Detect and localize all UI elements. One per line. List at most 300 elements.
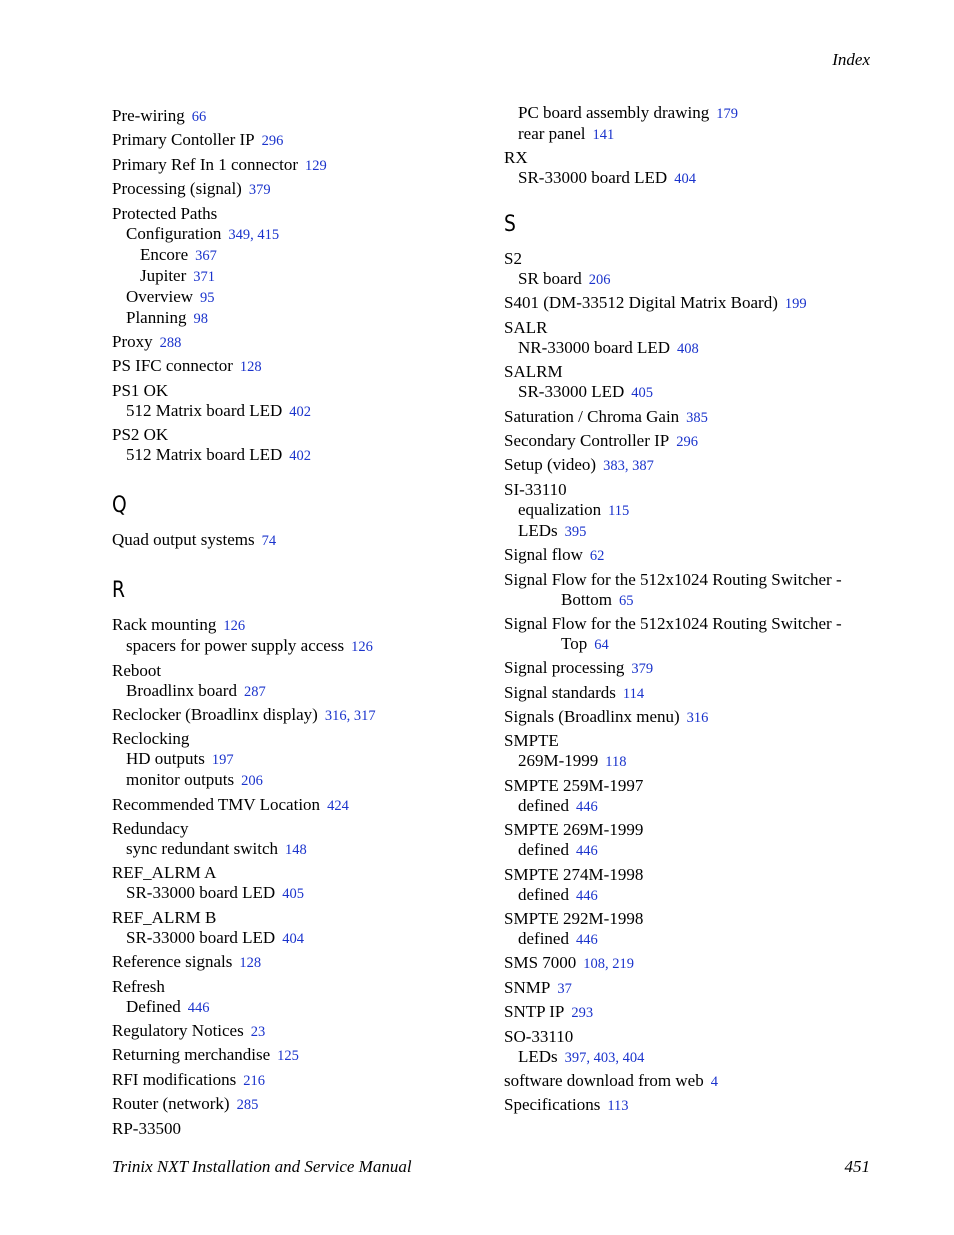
index-entry <box>112 204 492 224</box>
entry-term: S401 (DM-33512 Digital Matrix Board) <box>504 293 778 313</box>
entry-term: Defined <box>126 996 181 1016</box>
entry-term: LEDs <box>518 520 558 540</box>
page-link[interactable]: 197 <box>211 752 234 769</box>
entry-term: Reclocker (Broadlinx display) <box>112 704 318 724</box>
entry-term-continuation <box>504 590 884 611</box>
entry-term: S2 <box>504 249 522 268</box>
entry-term: spacers for power supply access <box>126 636 345 656</box>
index-entry <box>112 155 492 176</box>
page-refs <box>576 799 598 815</box>
index-entry <box>112 106 492 127</box>
entry-term: RX <box>504 148 528 167</box>
entry-term: Signal flow <box>504 545 583 565</box>
entry-term: Primary Ref In 1 connector <box>112 154 298 174</box>
entry-term: SR-33000 LED <box>518 382 625 402</box>
footer-manual-title: Trinix NXT Installation and Service Manual <box>112 1157 412 1176</box>
index-subentry <box>112 770 492 791</box>
page-refs <box>557 981 572 997</box>
page-link[interactable]: 397 <box>564 1049 587 1066</box>
entry-term: Processing (signal) <box>112 179 242 199</box>
index-entry <box>504 570 884 611</box>
page-link[interactable]: 405 <box>282 886 304 903</box>
page-refs <box>594 637 609 653</box>
page-refs <box>686 410 708 426</box>
page-link[interactable]: 402 <box>289 448 312 465</box>
entry-term: LEDs <box>518 1046 558 1066</box>
entry-term: SMPTE 274M-1998 <box>504 864 644 884</box>
index-entry <box>112 356 492 377</box>
page-refs <box>200 290 215 306</box>
entry-term: Rack mounting <box>112 615 217 635</box>
page-link[interactable]: 379 <box>631 661 654 678</box>
index-entry <box>504 407 884 428</box>
page-refs <box>289 448 311 464</box>
page-separator: , <box>586 1049 594 1066</box>
index-entry <box>504 909 884 929</box>
page-refs <box>188 1000 210 1016</box>
page-refs <box>623 686 644 702</box>
entry-term: SALR <box>504 317 548 337</box>
entry-term: sync redundant switch <box>126 839 279 859</box>
entry-term: PS IFC connector <box>112 356 233 376</box>
entry-term: Reboot <box>112 660 162 680</box>
index-entry <box>504 148 884 168</box>
index-subentry <box>504 840 884 861</box>
index-entry <box>112 1119 492 1139</box>
page-link[interactable]: 285 <box>236 1097 259 1114</box>
page-refs <box>571 1005 593 1021</box>
page-link[interactable]: 424 <box>327 797 349 814</box>
page-link[interactable]: 98 <box>193 310 208 327</box>
index-entry <box>112 795 492 816</box>
entry-term: defined <box>518 884 569 904</box>
index-entry <box>504 731 884 751</box>
page-refs <box>237 1097 259 1113</box>
page-refs <box>243 1073 265 1089</box>
page-refs <box>631 385 653 401</box>
entry-term: Reference signals <box>112 952 233 972</box>
page-link[interactable]: 65 <box>619 592 634 609</box>
page-link[interactable]: 317 <box>353 707 376 724</box>
page-refs <box>603 458 654 474</box>
index-subentry <box>504 1047 884 1068</box>
index-subentry <box>112 883 492 904</box>
entry-term: PS2 OK <box>112 425 169 445</box>
entry-term: RP-33500 <box>112 1118 181 1138</box>
entry-term: equalization <box>518 499 602 519</box>
page-link[interactable]: 446 <box>575 932 598 949</box>
entry-term: Saturation / Chroma Gain <box>504 406 680 426</box>
page-refs <box>677 341 699 357</box>
entry-term: Overview <box>126 286 194 306</box>
page-link[interactable]: 404 <box>282 930 304 947</box>
page-refs <box>285 842 307 858</box>
index-entry <box>504 1095 884 1116</box>
entry-term: RFI modifications <box>112 1069 237 1089</box>
page-link[interactable]: 113 <box>607 1098 629 1115</box>
index-subentry <box>112 997 492 1018</box>
page-link[interactable]: 316 <box>686 710 709 727</box>
page-link[interactable]: 349 <box>228 226 251 243</box>
page-link[interactable]: 206 <box>241 773 263 790</box>
entry-term: Broadlinx board <box>126 680 237 700</box>
entry-term: Jupiter <box>140 265 187 285</box>
section-letter-q: Q <box>112 493 127 519</box>
entry-term: defined <box>518 840 569 860</box>
entry-term: Signals (Broadlinx menu) <box>504 707 680 727</box>
index-entry <box>504 249 884 269</box>
entry-term: defined <box>518 795 569 815</box>
index-column-left <box>112 106 492 1142</box>
page-link[interactable]: 404 <box>674 171 696 187</box>
index-subentry <box>112 445 492 466</box>
page-refs <box>785 296 807 312</box>
index-subentry <box>504 168 884 189</box>
page-link[interactable]: 23 <box>250 1024 266 1041</box>
page-link[interactable]: 385 <box>686 409 708 426</box>
page-refs <box>160 335 182 351</box>
page-link[interactable]: 4 <box>710 1073 718 1090</box>
index-subentry <box>504 521 884 542</box>
index-entry <box>504 614 884 655</box>
index-entry <box>504 683 884 704</box>
index-entry <box>112 179 492 200</box>
page-refs <box>576 888 598 904</box>
page-link[interactable]: 408 <box>677 340 699 357</box>
index-entry <box>112 1021 492 1042</box>
page-refs <box>590 548 605 564</box>
entry-term: SR-33000 board LED <box>518 168 668 187</box>
index-subentry <box>504 885 884 906</box>
footer-page-number: 451 <box>844 1157 870 1176</box>
entry-term: PC board assembly drawing <box>518 102 710 122</box>
index-subentry <box>504 751 884 772</box>
page-separator: , <box>346 707 354 724</box>
entry-term: Router (network) <box>112 1094 230 1114</box>
page-refs <box>583 956 634 972</box>
entry-term: Specifications <box>504 1095 601 1115</box>
index-entry <box>504 318 884 338</box>
index-entry <box>504 293 884 314</box>
entry-term: defined <box>518 929 569 949</box>
page-link[interactable]: 293 <box>571 1005 594 1022</box>
entry-term: SR board <box>518 269 582 288</box>
entry-term: SNMP <box>504 977 551 997</box>
index-entry <box>504 1071 884 1092</box>
page-refs <box>325 708 376 724</box>
entry-term: Recommended TMV Location <box>112 794 321 814</box>
page-link[interactable]: 95 <box>200 289 215 306</box>
page-link[interactable]: 296 <box>676 433 698 450</box>
index-entry <box>112 615 492 636</box>
page-refs <box>228 227 279 243</box>
entry-term: SMPTE 292M-1998 <box>504 909 644 929</box>
entry-term: Returning merchandise <box>112 1045 271 1065</box>
entry-term-continuation <box>504 634 884 655</box>
entry-term: Proxy <box>112 331 153 351</box>
page-link[interactable]: 128 <box>239 955 262 972</box>
entry-term: REF_ALRM A <box>112 863 217 883</box>
index-subentry <box>112 266 492 287</box>
index-subentry <box>112 681 492 702</box>
index-subentry <box>112 401 492 422</box>
index-entry <box>112 425 492 445</box>
index-entry <box>504 658 884 679</box>
page-link[interactable]: 141 <box>592 126 615 143</box>
index-entry <box>112 729 492 749</box>
page-link[interactable]: 129 <box>305 157 327 174</box>
entry-term: SMPTE 269M-1999 <box>504 820 644 840</box>
page-refs <box>327 798 349 814</box>
entry-term: Secondary Controller IP <box>504 430 670 450</box>
page-link[interactable]: 446 <box>575 843 598 860</box>
page-link[interactable]: 37 <box>557 980 572 997</box>
section-letter-s: S <box>504 212 516 237</box>
index-entry <box>504 362 884 382</box>
page-refs <box>565 524 587 540</box>
entry-term: Signal Flow for the 512x1024 Routing Switcher - <box>504 569 842 589</box>
page-refs <box>262 133 284 149</box>
index-subentry <box>112 749 492 770</box>
index-entry <box>504 978 884 999</box>
index-entry <box>112 977 492 997</box>
page-refs <box>195 248 217 264</box>
entry-term: Primary Contoller IP <box>112 130 255 150</box>
page-refs <box>223 618 245 634</box>
index-column-right <box>504 102 884 1120</box>
page-link[interactable]: 126 <box>351 639 373 656</box>
index-subentry <box>504 500 884 521</box>
index-entry <box>112 705 492 726</box>
page-refs <box>605 754 626 770</box>
index-subentry <box>504 338 884 359</box>
page-refs <box>282 931 304 947</box>
entry-term: PS1 OK <box>112 380 169 400</box>
page-refs <box>576 843 598 859</box>
index-subentry <box>504 796 884 817</box>
index-entry <box>504 1027 884 1047</box>
index-entry <box>112 1094 492 1115</box>
entry-term: Signal processing <box>504 658 625 678</box>
page-link[interactable]: 206 <box>588 272 611 288</box>
page-link[interactable]: 415 <box>257 226 280 243</box>
entry-term: SMS 7000 <box>504 953 577 973</box>
entry-term: SR-33000 board LED <box>126 883 276 903</box>
page-refs <box>592 127 614 143</box>
page-refs <box>674 171 696 187</box>
entry-term: SR-33000 board LED <box>126 927 276 947</box>
page-refs <box>305 158 327 174</box>
page-refs <box>193 311 208 327</box>
page-link[interactable]: 288 <box>159 334 182 351</box>
page-link[interactable]: 126 <box>223 618 246 635</box>
page-link[interactable]: 395 <box>564 523 587 540</box>
page-link[interactable]: 115 <box>608 502 630 519</box>
page-link[interactable]: 74 <box>261 533 277 550</box>
index-entry <box>112 530 492 551</box>
index-entry <box>504 820 884 840</box>
entry-term: Setup (video) <box>504 455 597 475</box>
page-link[interactable]: 296 <box>261 133 284 150</box>
entry-term: Planning <box>126 307 187 327</box>
entry-term: rear panel <box>518 123 586 143</box>
page-link[interactable]: 148 <box>285 842 307 859</box>
index-entry <box>504 455 884 476</box>
index-subentry <box>504 382 884 403</box>
entry-term: software download from web <box>504 1070 704 1090</box>
page-refs <box>251 1024 266 1040</box>
entry-term: Redundacy <box>112 819 189 839</box>
entry-term: Refresh <box>112 976 165 996</box>
index-subentry <box>112 287 492 308</box>
index-subentry <box>112 308 492 329</box>
entry-term: Quad output systems <box>112 530 255 550</box>
index-entry <box>504 865 884 885</box>
page-link[interactable]: 125 <box>277 1048 299 1065</box>
entry-term: Protected Paths <box>112 203 218 223</box>
index-entry <box>112 661 492 681</box>
index-subentry <box>504 124 884 145</box>
index-entry <box>112 952 492 973</box>
page-refs <box>607 1098 628 1114</box>
index-entry <box>112 332 492 353</box>
page-link[interactable]: 108 <box>583 956 606 973</box>
page-link[interactable]: 316 <box>324 707 347 724</box>
page-separator: , <box>605 956 613 973</box>
page-refs <box>619 593 634 609</box>
page-link[interactable]: 199 <box>784 296 807 313</box>
page-link[interactable]: 216 <box>243 1072 265 1089</box>
page-refs <box>351 639 373 655</box>
page-refs <box>277 1048 299 1064</box>
entry-term: REF_ALRM B <box>112 907 217 927</box>
entry-term: HD outputs <box>126 749 205 769</box>
index-entry <box>112 863 492 883</box>
page-link[interactable]: 66 <box>191 109 207 125</box>
page-link[interactable]: 114 <box>622 685 645 702</box>
page-link[interactable]: 367 <box>195 247 217 264</box>
page-refs <box>687 710 709 726</box>
page-link[interactable]: 287 <box>243 683 266 700</box>
page-refs <box>240 359 262 375</box>
page-link[interactable]: 219 <box>612 956 635 973</box>
entry-term: SO-33110 <box>504 1026 574 1046</box>
index-subentry <box>504 269 884 290</box>
entry-term: Pre-wiring <box>112 106 185 125</box>
page-link[interactable]: 383 <box>603 458 625 475</box>
index-subentry <box>112 928 492 949</box>
page-refs <box>711 1074 718 1090</box>
index-entry <box>504 707 884 728</box>
page-refs <box>676 434 698 450</box>
page-link[interactable]: 179 <box>716 105 738 122</box>
page-refs <box>289 404 311 420</box>
page-separator: , <box>250 226 258 243</box>
page-link[interactable]: 64 <box>594 636 609 653</box>
entry-term: 512 Matrix board LED <box>126 445 283 465</box>
page-link[interactable]: 387 <box>632 458 654 475</box>
entry-term: Reclocking <box>112 729 190 749</box>
page-link[interactable]: 403 <box>593 1049 616 1066</box>
entry-term: NR-33000 board LED <box>518 337 671 357</box>
index-entry <box>112 1045 492 1066</box>
page-link[interactable]: 446 <box>575 798 598 815</box>
entry-term: monitor outputs <box>126 770 235 790</box>
entry-term: Encore <box>140 244 189 264</box>
index-entry <box>504 545 884 566</box>
index-entry <box>112 819 492 839</box>
entry-term-continuation-text: Top <box>561 633 588 653</box>
index-subentry <box>504 929 884 950</box>
page-link[interactable]: 405 <box>631 385 653 402</box>
page-refs <box>212 752 234 768</box>
page-link[interactable]: 379 <box>248 182 271 199</box>
page-refs <box>249 182 271 198</box>
entry-term: SALRM <box>504 362 563 382</box>
entry-term: 269M-1999 <box>518 751 599 771</box>
page-link[interactable]: 118 <box>605 754 627 771</box>
entry-term: SI-33110 <box>504 479 567 499</box>
entry-term: 512 Matrix board LED <box>126 400 283 420</box>
index-entry <box>504 953 884 974</box>
index-entry <box>112 381 492 401</box>
index-entry <box>504 776 884 796</box>
index-subentry <box>504 103 884 124</box>
entry-term: Signal Flow for the 512x1024 Routing Switcher - <box>504 613 842 633</box>
page-link[interactable]: 446 <box>575 887 598 904</box>
page-refs <box>193 269 215 285</box>
page-separator: , <box>624 458 633 475</box>
index-entry <box>504 1002 884 1023</box>
page-link[interactable]: 404 <box>622 1049 645 1066</box>
entry-term: Regulatory Notices <box>112 1021 244 1041</box>
page-refs <box>282 886 304 902</box>
page-refs <box>192 109 207 125</box>
entry-term: Configuration <box>126 223 222 243</box>
page-refs <box>262 533 277 549</box>
page-refs <box>589 272 611 288</box>
page-link[interactable]: 371 <box>193 268 216 285</box>
index-entry <box>112 130 492 151</box>
entry-term: SMPTE 259M-1997 <box>504 775 644 795</box>
page-refs <box>631 661 653 677</box>
entry-term: Signal standards <box>504 682 616 702</box>
page-link[interactable]: 128 <box>239 359 262 376</box>
index-entry <box>504 431 884 452</box>
section-letter-r: R <box>112 578 126 604</box>
entry-term-continuation-text: Bottom <box>561 589 613 609</box>
page-link[interactable]: 62 <box>589 548 605 565</box>
index-entry <box>112 1070 492 1091</box>
index-entry <box>504 480 884 500</box>
page-link[interactable]: 446 <box>187 999 210 1016</box>
page-refs <box>608 503 629 519</box>
page-refs <box>716 106 738 122</box>
running-header: Index <box>832 50 870 69</box>
index-subentry <box>112 224 492 245</box>
page-refs <box>241 773 263 789</box>
page-separator: , <box>615 1049 623 1066</box>
page-refs <box>565 1050 645 1066</box>
entry-term: SMPTE <box>504 731 559 751</box>
page-refs <box>576 932 598 948</box>
index-entry <box>112 908 492 928</box>
page-refs <box>244 684 266 700</box>
index-subentry <box>112 245 492 266</box>
page-refs <box>239 955 261 971</box>
entry-term: SNTP IP <box>504 1002 565 1022</box>
page-link[interactable]: 402 <box>289 403 312 420</box>
